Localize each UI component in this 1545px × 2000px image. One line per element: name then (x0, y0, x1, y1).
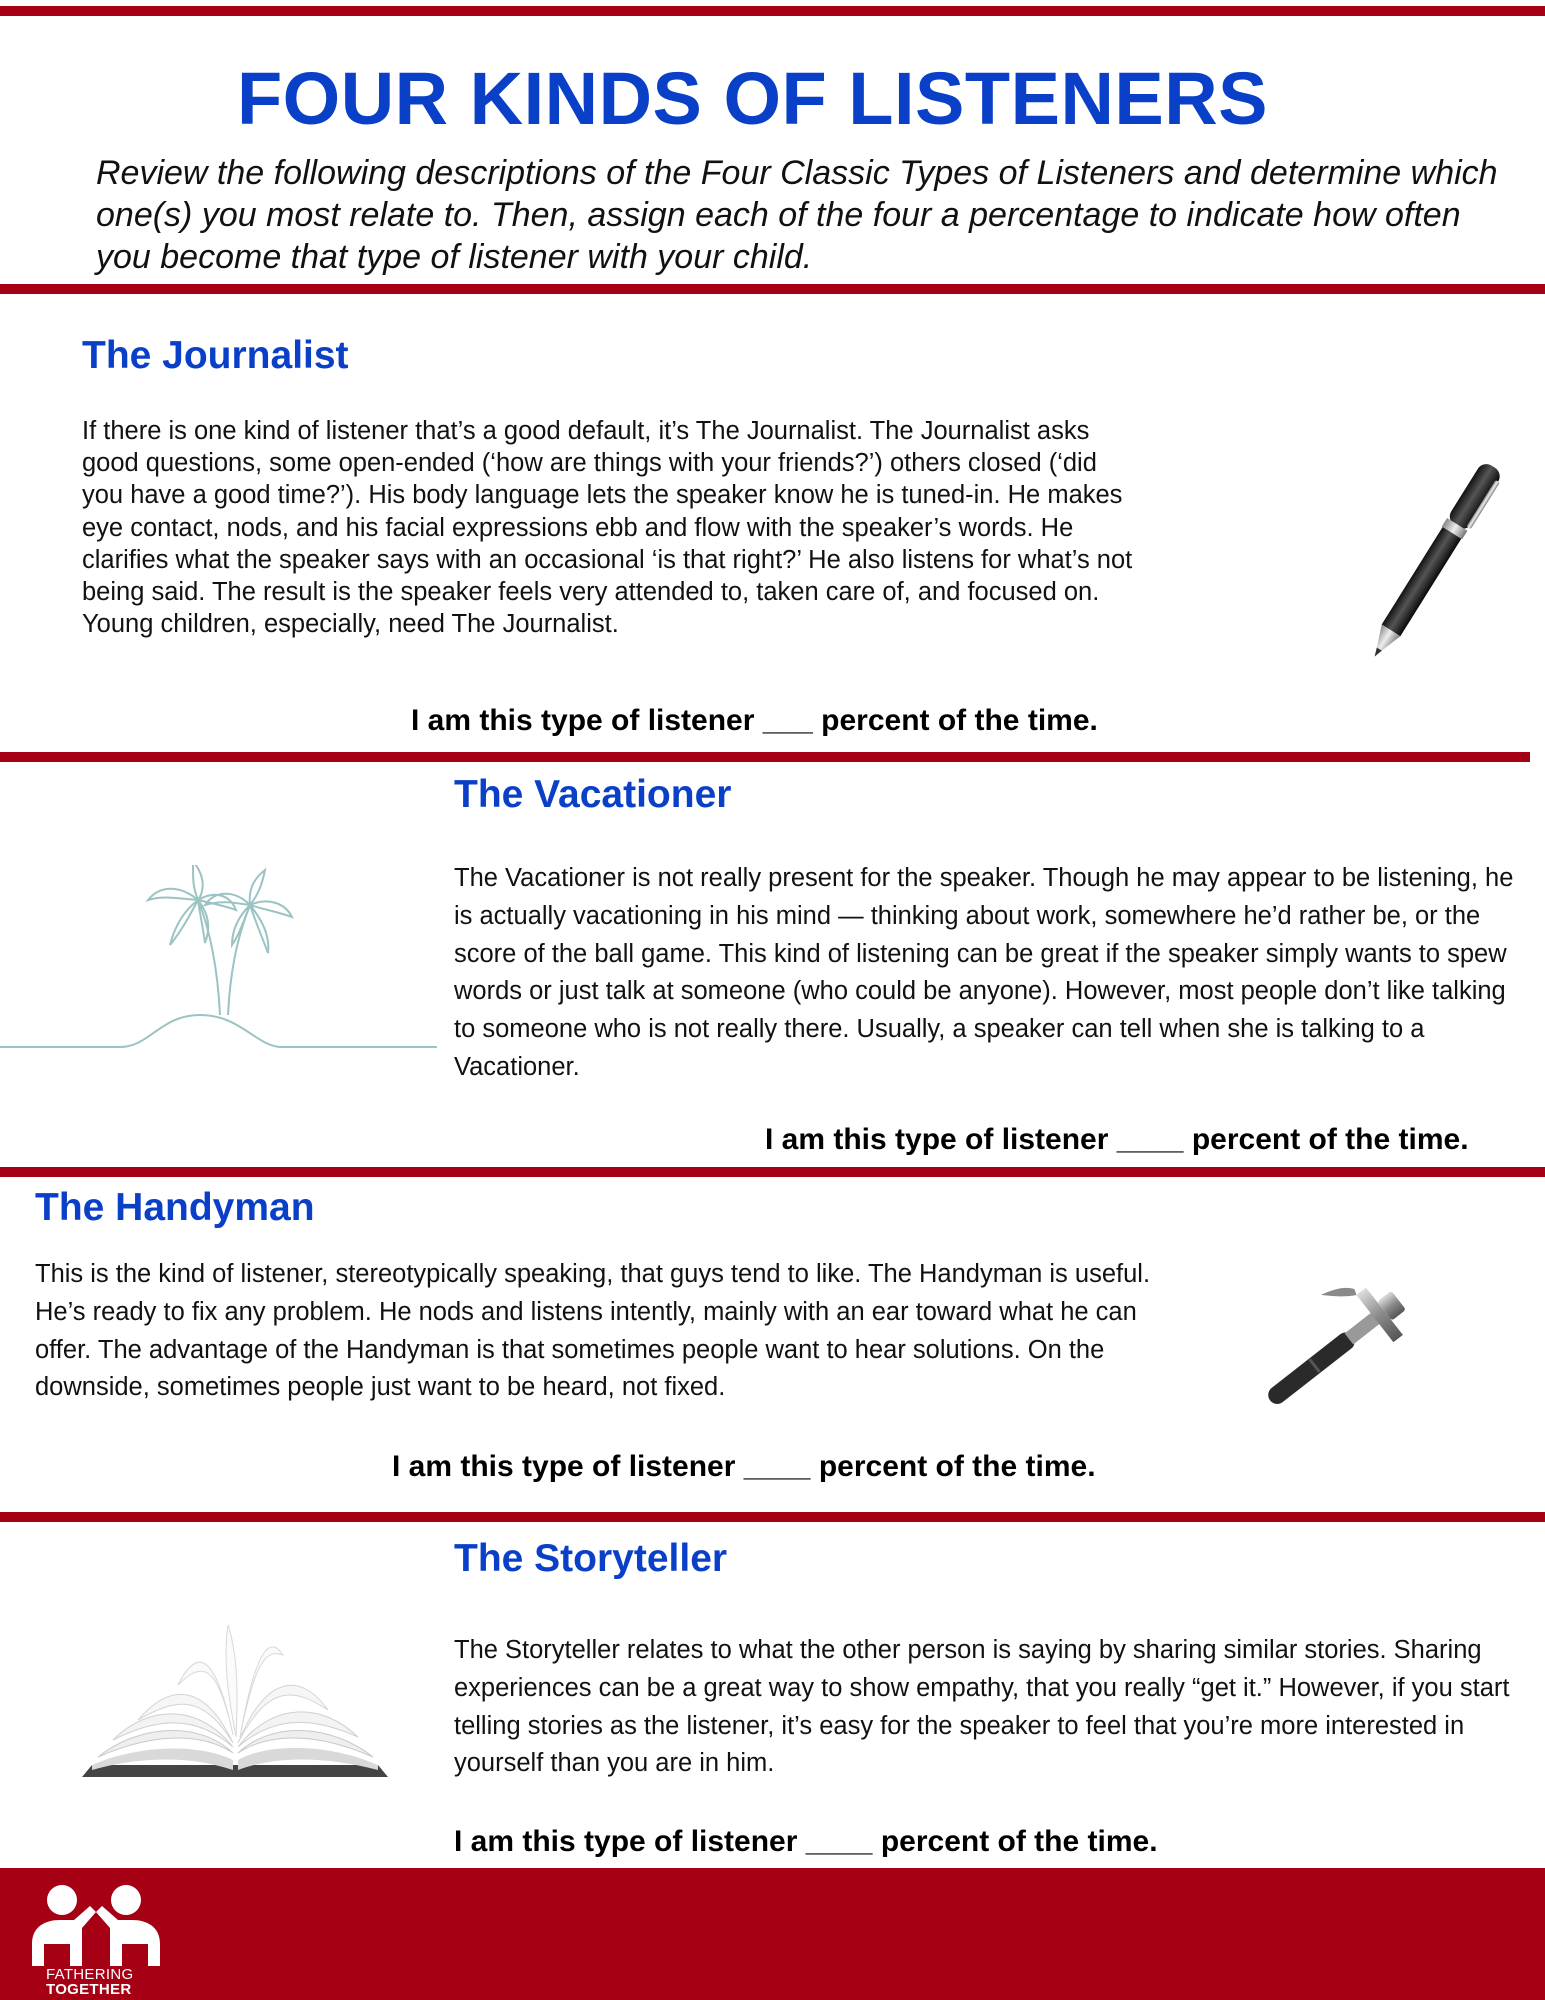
section-divider (0, 284, 1545, 294)
page-title: FOUR KINDS OF LISTENERS (236, 57, 1269, 140)
logo-text-line2: TOGETHER (46, 1981, 132, 1998)
top-rule (0, 6, 1545, 16)
pen-icon (1340, 440, 1530, 680)
percent-fill-line[interactable]: I am this type of listener ____ percent of the time. (454, 1825, 1158, 1858)
section-body: If there is one kind of listener that’s a good default, it’s The Journalist. The Journalist asks good questions, some open-ended (‘how are things with your friends?’) others closed (‘did you have a good time?’). His body language lets the speaker know he is tuned-in. He makes eye contact, nods, and his facial expressions ebb and flow with the speaker’s words. He clarifies what the speaker says with an occasional ‘is that right?’ He also listens for what’s not being said. The result is the speaker feels very attended to, taken care of, and focused on. Young children, especially, need The Journalist. (82, 417, 1133, 639)
footer-bar (0, 1868, 1545, 2000)
section-divider (0, 1167, 1545, 1177)
section-body: The Vacationer is not really present for the speaker. Though he may appear to be listening, he is actually vacationing in his mind — thinking about work, somewhere he’d rather be, or the score of the ball game. This kind of listening can be great if the speaker simply wants to spew words or just talk at someone (who could be anyone). However, most people don’t like talking to someone who is not really there. Usually, a speaker can tell when she is talking to a Vacationer. (454, 864, 1514, 1081)
section-heading: The Journalist (82, 334, 349, 377)
intro-text: Review the following descriptions of the Four Classic Types of Listeners and determine which one(s) you most relate to. Then, assign each of the four a percentage to indicate how often you become that type of listener with your child. (96, 154, 1498, 276)
percent-fill-line[interactable]: I am this type of listener ____ percent of the time. (765, 1123, 1469, 1156)
open-book-icon (78, 1625, 398, 1785)
section-divider (0, 752, 1530, 762)
percent-fill-line[interactable]: I am this type of listener ____ percent of the time. (392, 1450, 1096, 1483)
percent-fill-line[interactable]: I am this type of listener ___ percent of the time. (411, 704, 1098, 737)
section-body: This is the kind of listener, stereotypically speaking, that guys tend to like. The Handyman is useful. He’s ready to fix any problem. He nods and listens intently, mainly with an ear toward what he can offer. The advantage of the Handyman is that sometimes people want to hear solutions. On the downside, sometimes people just want to be heard, not fixed. (35, 1260, 1151, 1402)
section-divider (0, 1512, 1545, 1522)
fathering-together-logo-icon (30, 1882, 162, 1966)
section-body: The Storyteller relates to what the other person is saying by sharing similar stories. Sharing experiences can be a great way to show empathy, that you really “get it.” However, if you start telling stories as the listener, it’s easy for the speaker to feel that you’re more interested in yourself than you are in him. (454, 1636, 1510, 1778)
logo-text-line1: FATHERING (46, 1966, 134, 1983)
palm-island-icon (0, 865, 440, 1055)
section-heading: The Handyman (35, 1186, 315, 1229)
hammer-icon (1240, 1262, 1440, 1422)
section-heading: The Storyteller (454, 1537, 728, 1580)
section-heading: The Vacationer (454, 773, 732, 816)
